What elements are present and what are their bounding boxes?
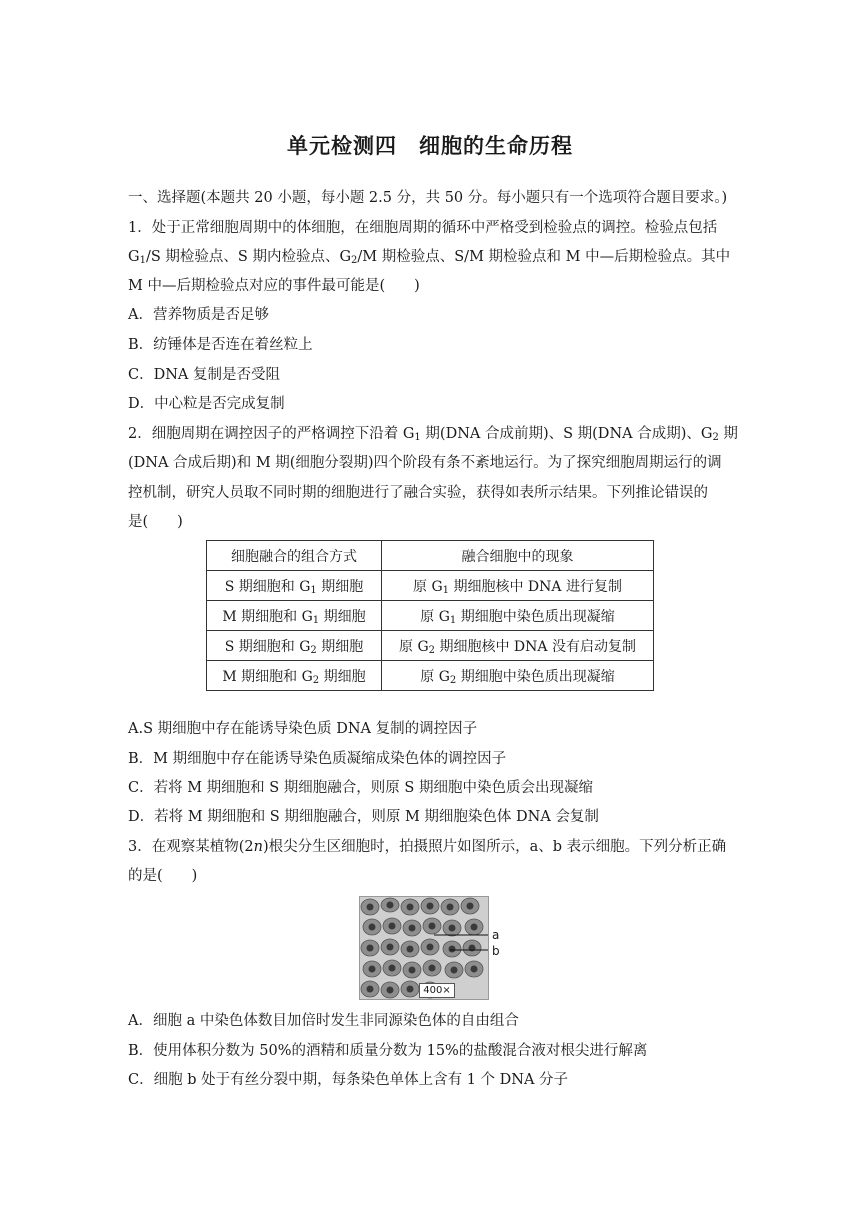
q1-option-b: B．纺锤体是否连在着丝粒上: [128, 337, 313, 353]
q3-stem-line-1: 3．在观察某植物(2n)根尖分生区细胞时，拍摄照片如图所示，a、b 表示细胞。下列分析正确: [128, 839, 727, 855]
q2-stem-line-4: 是( ): [128, 514, 183, 530]
table-row: [207, 601, 654, 631]
q1-option-d: D．中心粒是否完成复制: [128, 396, 285, 412]
table-cell: M 期细胞和 $G_2$ 期细胞: [207, 661, 382, 691]
q2-stem-line-2: (DNA 合成后期)和 M 期(细胞分裂期)四个阶段有条不紊地运行。为了探究细胞周期运行的调: [128, 455, 722, 471]
q1-option-a: A．营养物质是否足够: [128, 307, 269, 323]
table-row: [207, 571, 654, 601]
table-cell: S 期细胞和 $G_1$ 期细胞: [207, 571, 382, 601]
q2-stem-line-3: 控机制，研究人员取不同时期的细胞进行了融合实验，获得如表所示结果。下列推论错误的: [128, 485, 708, 501]
table-header-row: [207, 541, 654, 571]
q1-stem-line-3: M 中—后期检验点对应的事件最可能是( ): [128, 278, 420, 294]
table-cell: M 期细胞和 $G_1$ 期细胞: [207, 601, 382, 631]
table-cell: 原 $G_2$ 期细胞核中 DNA 没有启动复制: [382, 631, 654, 661]
table-cell: S 期细胞和 $G_2$ 期细胞: [207, 631, 382, 661]
magnification-label: 400×: [419, 983, 455, 998]
q1-stem-line-1: 1．处于正常细胞周期中的体细胞，在细胞周期的循环中严格受到检验点的调控。检验点包括: [128, 220, 718, 236]
fusion-results-table: [206, 540, 654, 691]
table-cell: 原 $G_1$ 期细胞核中 DNA 进行复制: [382, 571, 654, 601]
q3-option-b: B．使用体积分数为 50%的酒精和质量分数为 15%的盐酸混合液对根尖进行解离: [128, 1043, 648, 1059]
table-header-cell: 融合细胞中的现象: [382, 541, 654, 571]
micrograph-label-a: a: [492, 928, 500, 942]
table-header-cell: 细胞融合的组合方式: [207, 541, 382, 571]
q1-option-c: C．DNA 复制是否受阻: [128, 367, 280, 383]
page-title: 单元检测四 细胞的生命历程: [287, 134, 573, 158]
table-row: [207, 661, 654, 691]
q2-option-d: D．若将 M 期细胞和 S 期细胞融合，则原 M 期细胞染色体 DNA 会复制: [128, 809, 599, 825]
micrograph-label-b: b: [492, 944, 500, 958]
q1-stem-line-2: $G_1/S$ 期检验点、S 期内检验点、$G_2/M$ 期检验点、S/M 期检验点和 M 中—后期检验点。其中: [128, 249, 731, 266]
q3-stem-line-2: 的是( ): [128, 868, 198, 884]
q3-option-a: A．细胞 a 中染色体数目加倍时发生非同源染色体的自由组合: [128, 1013, 519, 1029]
q2-option-a: A.S 期细胞中存在能诱导染色质 DNA 复制的调控因子: [128, 721, 478, 737]
q3-option-c: C．细胞 b 处于有丝分裂中期，每条染色单体上含有 1 个 DNA 分子: [128, 1072, 569, 1088]
q2-option-c: C．若将 M 期细胞和 S 期细胞融合，则原 S 期细胞中染色质会出现凝缩: [128, 780, 593, 796]
q2-stem-line-1: 2．细胞周期在调控因子的严格调控下沿着 $G_1$ 期(DNA 合成前期)、S 期(DNA 合成期)、$G_2$ 期: [128, 426, 738, 443]
q2-option-b: B．M 期细胞中存在能诱导染色质凝缩成染色体的调控因子: [128, 751, 507, 767]
table-cell: 原 $G_2$ 期细胞中染色质出现凝缩: [382, 661, 654, 691]
table-cell: 原 $G_1$ 期细胞中染色质出现凝缩: [382, 601, 654, 631]
section-heading: 一、选择题(本题共 20 小题，每小题 2.5 分，共 50 分。每小题只有一个选项符合题目要求。): [128, 190, 728, 206]
table-row: [207, 631, 654, 661]
